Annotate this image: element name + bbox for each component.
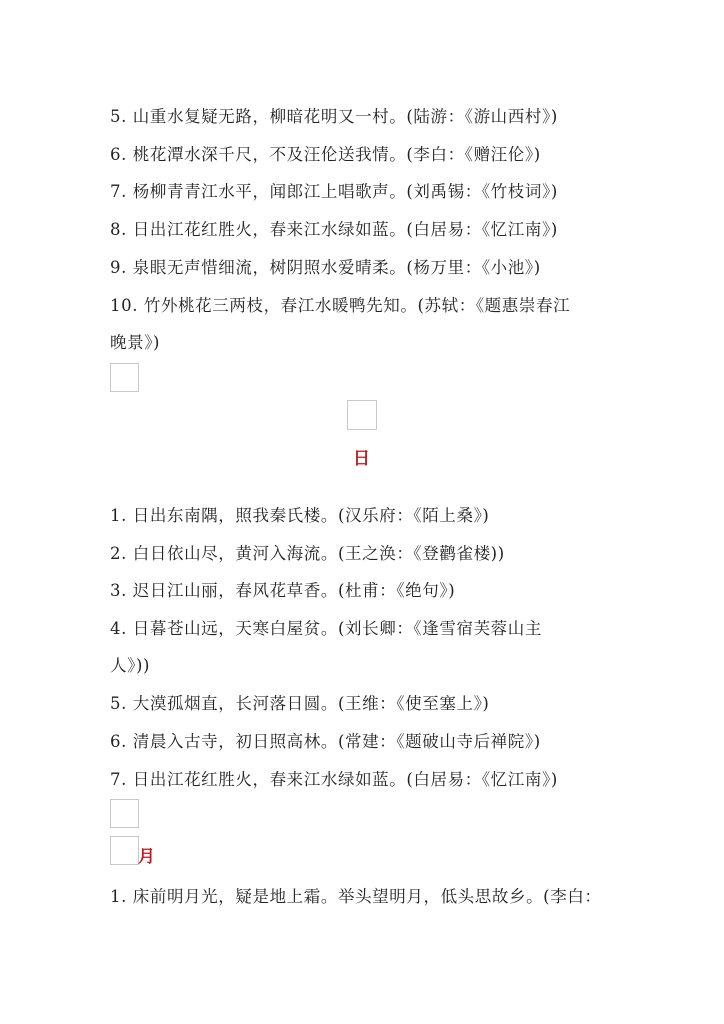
poem-line: 9. 泉眼无声惜细流，树阴照水爱晴柔。(杨万里：《小池》) xyxy=(110,258,541,277)
image-placeholder xyxy=(110,799,139,828)
image-placeholder xyxy=(110,836,139,865)
poem-line-continued: 晚景》) xyxy=(110,333,161,352)
section-heading-moon: 月 xyxy=(138,847,155,867)
poem-line: 10. 竹外桃花三两枝，春江水暖鸭先知。(苏轼：《题惠崇春江 xyxy=(110,296,571,315)
poem-line: 1. 日出东南隅，照我秦氏楼。(汉乐府：《陌上桑》) xyxy=(110,506,490,525)
poem-line: 6. 桃花潭水深千尺，不及汪伦送我情。(李白：《赠汪伦》) xyxy=(110,145,541,164)
poem-line: 4. 日暮苍山远，天寒白屋贫。(刘长卿：《逢雪宿芙蓉山主 xyxy=(110,619,542,638)
poem-line-continued: 人》)) xyxy=(110,656,151,675)
poem-line: 5. 大漠孤烟直，长河落日圆。(王维：《使至塞上》) xyxy=(110,694,490,713)
image-placeholder xyxy=(347,400,377,430)
poem-line: 1. 床前明月光，疑是地上霜。举头望明月，低头思故乡。(李白： xyxy=(110,887,602,906)
section-heading-sun: 日 xyxy=(353,449,370,469)
poem-line: 5. 山重水复疑无路，柳暗花明又一村。(陆游：《游山西村》) xyxy=(110,107,558,126)
poem-line: 7. 杨柳青青江水平，闻郎江上唱歌声。(刘禹锡：《竹枝词》) xyxy=(110,182,558,201)
image-placeholder xyxy=(110,363,139,392)
poem-line: 3. 迟日江山丽，春风花草香。(杜甫：《绝句》) xyxy=(110,581,456,600)
poem-line: 7. 日出江花红胜火，春来江水绿如蓝。(白居易：《忆江南》) xyxy=(110,770,558,789)
poem-line: 6. 清晨入古寺，初日照高林。(常建：《题破山寺后禅院》) xyxy=(110,732,541,751)
poem-line: 2. 白日依山尽，黄河入海流。(王之涣：《登鹳雀楼)) xyxy=(110,544,505,563)
poem-line: 8. 日出江花红胜火，春来江水绿如蓝。(白居易：《忆江南》) xyxy=(110,220,558,239)
